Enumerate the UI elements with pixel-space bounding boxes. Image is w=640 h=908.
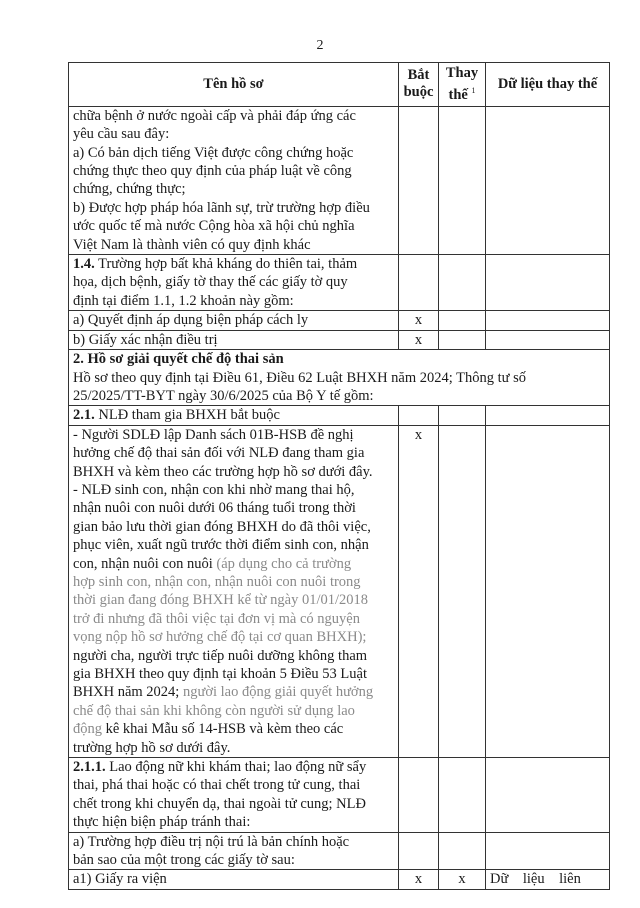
row-2-1-1-text [69,758,399,833]
replacement-data-cell [486,311,610,330]
text-line: Lao động nữ khi khám thai; lao động nữ sẩy [105,759,367,776]
text-line: con, nhận nuôi con nuôi [73,555,217,572]
required-mark: x [399,330,439,349]
section-number: 2.1.1. [73,759,106,776]
text-line: NLĐ tham gia BHXH bắt buộc [94,407,280,424]
replacement-cell [439,832,486,870]
header-replacement-data: Dữ liệu thay thế [486,63,610,107]
text-line: chứng thực theo quy định của pháp luật về công [73,163,352,180]
section-2-text [69,350,610,406]
text-line: chết trong khi chuyển dạ, thai ngoài tử cung; NLĐ [73,795,366,812]
header-replacement [439,63,486,107]
section-title: 2. Hồ sơ giải quyết chế độ thai sản [73,351,284,368]
text-line: thực hiện biện pháp tránh thai: [73,814,251,831]
text-line: BHXH năm 2024; [73,684,183,701]
grey-note: người lao động giải quyết hưởng [182,684,374,701]
text-line: bản sao của một trong các giấy tờ sau: [73,852,295,869]
text-line: a) Trường hợp điều trị nội trú là bản chính hoặc [73,833,350,850]
text-line: gian bảo lưu thời gian đóng BHXH do đã thôi việc, [73,518,371,535]
grey-note: hợp sinh con, nhận con, nhận nuôi con nuôi trong [73,573,361,590]
header-replacement-label: Thay thế [445,65,479,103]
text-line: trường hợp hồ sơ dưới đây. [73,739,231,756]
text-line: phục viên, xuất ngũ trước thời điểm sinh con, nhận [73,537,369,554]
text-line: Việt Nam là thành viên có quy định khác [73,236,311,253]
header-required: Bắt buộc [399,63,439,107]
required-mark: x [399,870,439,889]
required-cell [399,106,439,254]
text-line: chữa bệnh ở nước ngoài cấp và phải đáp ứng các [73,107,356,124]
required-mark: x [399,425,439,757]
replacement-data-cell [486,832,610,870]
text-line: Trường hợp bất khả kháng do thiên tai, thảm [94,256,358,273]
grey-note: chế độ thai sản khi không còn người sử dụng lao [73,702,355,719]
text-line: - Người SDLĐ lập Danh sách 01B-HSB đề nghị [73,426,354,443]
table-row [69,832,610,870]
section-number: 1.4. [73,256,95,273]
row-text: a) Quyết định áp dụng biện pháp cách ly [69,311,399,330]
text-line: thai, phá thai hoặc có thai chết trong tử cung, thai [73,777,361,794]
text-line: hưởng chế độ thai sản đối với NLĐ đang tham gia [73,445,365,462]
row-text: a1) Giấy ra viện [69,870,399,889]
text-line: kê khai Mẫu số 14-HSB và kèm theo các [105,721,344,738]
replacement-data-cell [486,330,610,349]
text-line: họa, dịch bệnh, giấy tờ thay thế các giấy tờ quy [73,274,348,291]
table-row [69,311,610,330]
required-cell [399,255,439,311]
table-row [69,330,610,349]
required-cell [399,406,439,425]
replacement-cell [439,255,486,311]
table-row [69,425,610,757]
table-row [69,870,610,889]
grey-note: động [73,721,106,738]
replacement-cell [439,330,486,349]
replacement-cell [439,758,486,833]
row-1-4-text [69,255,399,311]
table-row [69,758,610,833]
replacement-data-cell [486,106,610,254]
footnote-mark: 1 [471,86,476,95]
text-line: b) Được hợp pháp hóa lãnh sự, trừ trường hợp điều [73,199,370,216]
replacement-data-cell [486,255,610,311]
replacement-cell [439,106,486,254]
required-cell [399,758,439,833]
table-row [69,406,610,425]
row-text [69,832,399,870]
replacement-data-cell [486,758,610,833]
table-header-row [69,63,610,107]
replacement-mark: x [439,870,486,889]
replacement-data-text: Dữ liệu liên [486,870,610,889]
section-number: 2.1. [73,407,95,424]
grey-note: trở đi nhưng đã thôi việc tại đơn vị mà có nguyện [73,610,360,627]
text-line: a) Có bản dịch tiếng Việt được công chứng hoặc [73,144,354,161]
required-mark: x [399,311,439,330]
text-line: BHXH và kèm theo các trường hợp hồ sơ dưới đây. [73,463,373,480]
page-number: 2 [316,38,324,53]
text-line: chứng, chứng thực; [73,181,186,198]
section-row [69,350,610,406]
text-line: gia BHXH theo quy định tại khoản 5 Điều 53 Luật [73,666,367,683]
text-line: 25/2025/TT-BYT ngày 30/6/2025 của Bộ Y tế gồm: [73,387,374,404]
replacement-cell [439,425,486,757]
text-line: ước quốc tế mà nước Cộng hòa xã hội chủ nghĩa [73,218,355,235]
text-line: người cha, người trực tiếp nuôi dưỡng không tham [73,647,368,664]
grey-note: (áp dụng cho cả trường [216,555,352,572]
text-line: nhận nuôi con nuôi dưới 06 tháng tuổi trong thời [73,500,356,517]
row-text: b) Giấy xác nhận điều trị [69,330,399,349]
replacement-cell [439,311,486,330]
text-line: yêu cầu sau đây: [73,126,170,143]
row-2-1-text [69,406,399,425]
grey-note: vọng nộp hồ sơ hưởng chế độ tại cơ quan BHXH); [73,629,367,646]
replacement-data-cell [486,406,610,425]
text-line: - NLĐ sinh con, nhận con khi nhờ mang thai hộ, [73,481,355,498]
header-document-name: Tên hồ sơ [69,63,399,107]
row-1-text [69,106,399,254]
text-line: định tại điểm 1.1, 1.2 khoản này gồm: [73,292,294,309]
document-table [68,62,610,890]
replacement-data-cell [486,425,610,757]
grey-note: thời gian đang đóng BHXH kể từ ngày 01/01/2018 [73,592,369,609]
table-row [69,106,610,254]
replacement-cell [439,406,486,425]
text-line: Hồ sơ theo quy định tại Điều 61, Điều 62 Luật BHXH năm 2024; Thông tư số [73,369,527,386]
table-row [69,255,610,311]
row-2-1-body [69,425,399,757]
required-cell [399,832,439,870]
